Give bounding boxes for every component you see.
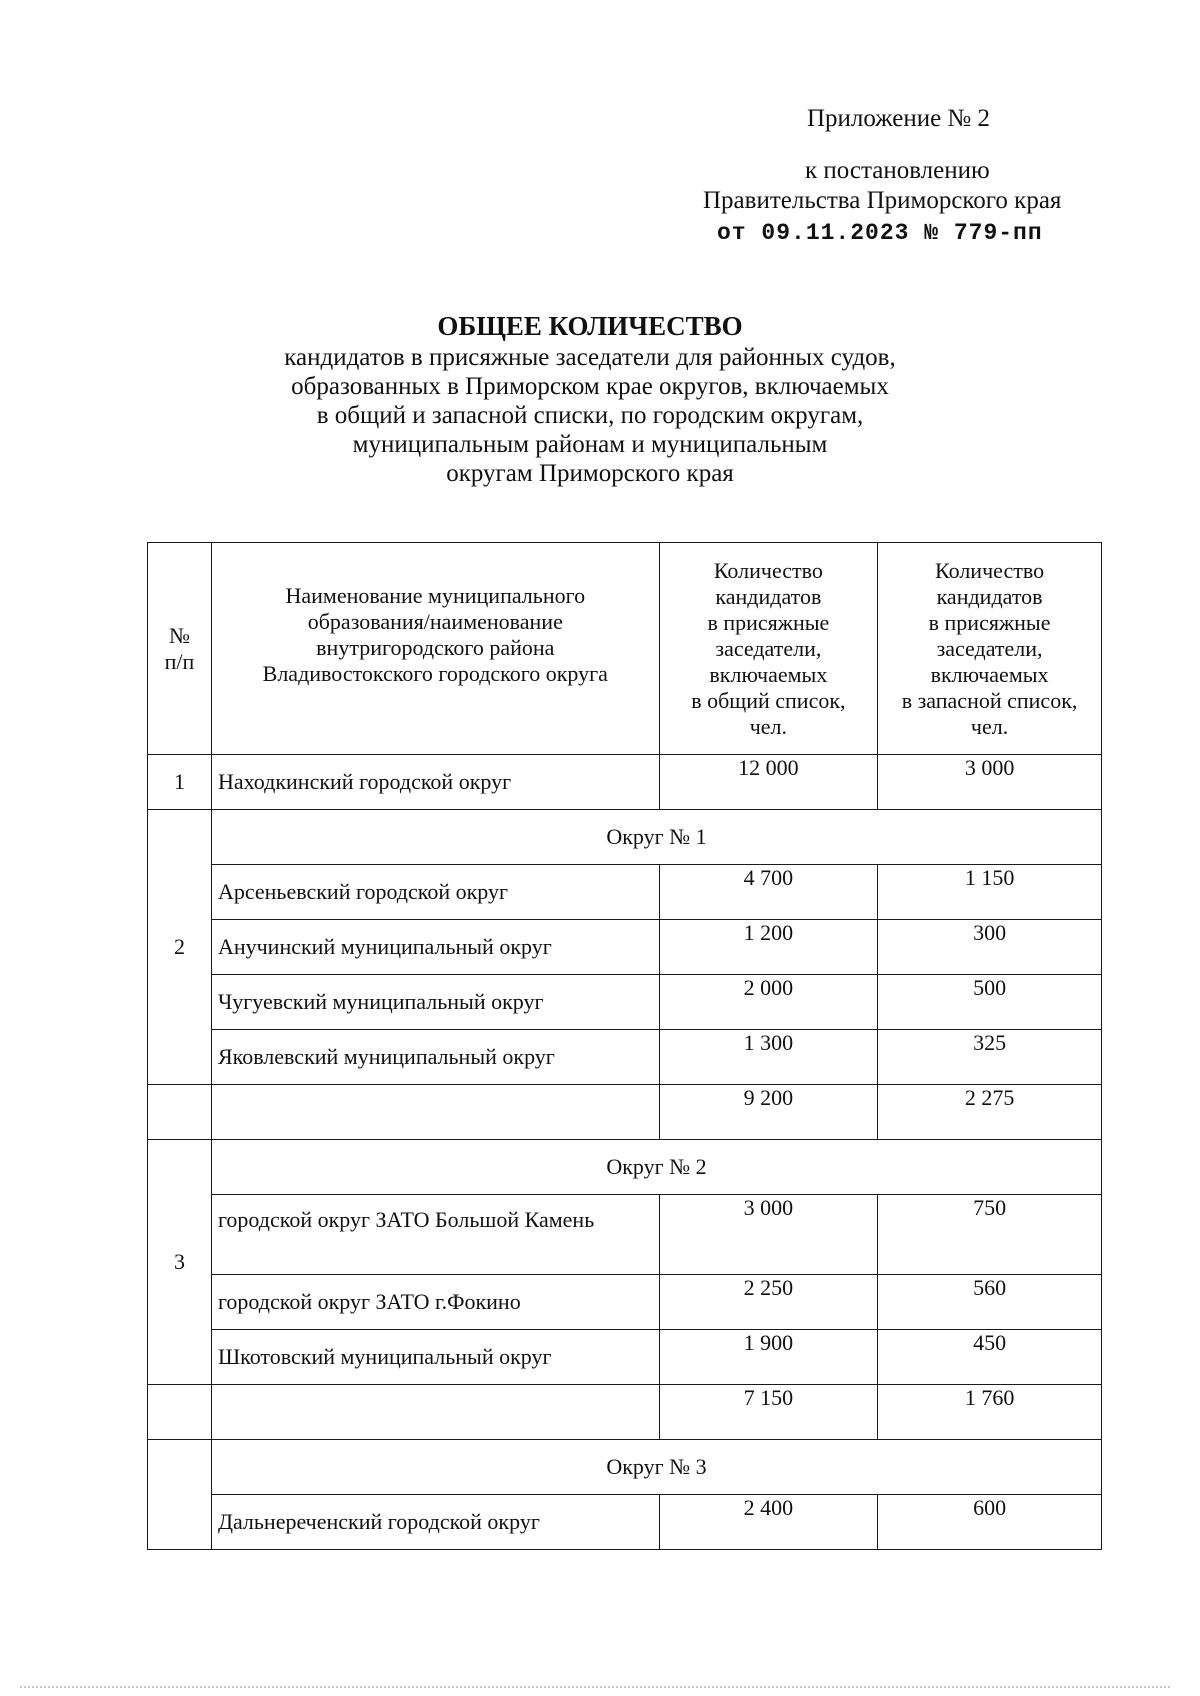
table-row <box>148 1195 1102 1275</box>
header-reserve-line: в присяжные <box>928 609 1051 635</box>
total-empty-cell <box>211 1085 659 1140</box>
title-line-5: округам Приморского края <box>446 460 734 487</box>
row-name: Яковлевский муниципальный округ <box>211 1030 659 1085</box>
header-name-line: внутригородского района <box>316 635 555 660</box>
header-num <box>148 543 212 755</box>
row-reserve: 325 <box>878 1030 1102 1085</box>
row-reserve: 1 150 <box>878 865 1102 920</box>
header-reserve-line: в запасной список, <box>901 687 1078 713</box>
table-row <box>148 1495 1102 1550</box>
row-reserve: 500 <box>878 975 1102 1030</box>
row-general: 1 200 <box>659 920 878 975</box>
row-general: 1 900 <box>659 1330 878 1385</box>
header-reserve-line: кандидатов <box>936 583 1043 609</box>
document-title <box>150 312 1030 488</box>
table-row <box>148 1030 1102 1085</box>
table-row <box>148 1275 1102 1330</box>
header-general-line: в общий список, <box>691 687 846 713</box>
header-general <box>659 543 878 755</box>
row-general: 12 000 <box>659 755 878 810</box>
district-row <box>148 1440 1102 1495</box>
header-reserve <box>878 543 1102 755</box>
row-name: Дальнереченский городской округ <box>211 1495 659 1550</box>
appendix-government: Правительства Приморского края <box>703 187 1062 214</box>
row-reserve: 3 000 <box>878 755 1102 810</box>
total-empty-cell <box>148 1385 212 1440</box>
row-reserve: 300 <box>878 920 1102 975</box>
header-num-line: № <box>168 622 190 648</box>
header-name-line: образования/наименование <box>307 609 563 634</box>
row-number: 3 <box>148 1140 212 1385</box>
row-reserve: 450 <box>878 1330 1102 1385</box>
district-row <box>148 1140 1102 1195</box>
header-name-line: Наименование муниципального <box>285 583 586 608</box>
table-row <box>148 865 1102 920</box>
total-empty-cell <box>211 1385 659 1440</box>
row-general: 2 400 <box>659 1495 878 1550</box>
row-general: 3 000 <box>659 1195 878 1275</box>
table-row <box>148 975 1102 1030</box>
row-name: Чугуевский муниципальный округ <box>211 975 659 1030</box>
row-number: 2 <box>148 810 212 1085</box>
total-reserve: 1 760 <box>878 1385 1102 1440</box>
row-name: Находкинский городской округ <box>211 755 659 810</box>
table-row <box>148 920 1102 975</box>
total-general: 7 150 <box>659 1385 878 1440</box>
scan-edge-divider <box>20 1686 1170 1690</box>
table-row <box>148 755 1102 810</box>
appendix-date: от 09.11.2023 № 779-пп <box>717 220 1043 246</box>
row-number: 1 <box>148 755 212 810</box>
total-row <box>148 1085 1102 1140</box>
row-name: городской округ ЗАТО г.Фокино <box>211 1275 659 1330</box>
header-general-line: включаемых <box>709 661 828 687</box>
header-reserve-line: включаемых <box>930 661 1049 687</box>
row-general: 2 000 <box>659 975 878 1030</box>
header-num-line: п/п <box>164 648 195 674</box>
district-label: Округ № 2 <box>211 1140 1101 1195</box>
title-line-3: в общий и запасной списки, по городским округам, <box>316 402 864 429</box>
header-general-line: в присяжные <box>707 609 830 635</box>
header-reserve-line: чел. <box>970 713 1009 739</box>
row-general: 2 250 <box>659 1275 878 1330</box>
title-main: ОБЩЕЕ КОЛИЧЕСТВО <box>437 311 743 341</box>
title-line-2: образованных в Приморском крае округов, включаемых <box>291 373 889 400</box>
candidates-table <box>147 542 1102 1550</box>
row-general: 4 700 <box>659 865 878 920</box>
row-name: городской округ ЗАТО Большой Камень <box>211 1195 659 1275</box>
table-header-row <box>148 543 1102 755</box>
row-name: Анучинский муниципальный округ <box>211 920 659 975</box>
appendix-to-line: к постановлению <box>805 157 990 184</box>
appendix-block <box>700 104 1120 248</box>
title-line-4: муниципальным районам и муниципальным <box>352 431 828 458</box>
total-reserve: 2 275 <box>878 1085 1102 1140</box>
header-general-line: чел. <box>749 713 788 739</box>
district-label: Округ № 3 <box>211 1440 1101 1495</box>
district-label: Округ № 1 <box>211 810 1101 865</box>
district-row <box>148 810 1102 865</box>
header-name <box>211 543 659 755</box>
row-name: Арсеньевский городской округ <box>211 865 659 920</box>
header-reserve-line: заседатели, <box>936 635 1043 661</box>
appendix-number: Приложение № 2 <box>807 105 991 132</box>
title-line-1: кандидатов в присяжные заседатели для районных судов, <box>284 344 896 371</box>
total-general: 9 200 <box>659 1085 878 1140</box>
header-name-line: Владивостокского городского округа <box>262 661 608 686</box>
row-number-empty <box>148 1440 212 1550</box>
row-reserve: 560 <box>878 1275 1102 1330</box>
row-name: Шкотовский муниципальный округ <box>211 1330 659 1385</box>
total-row <box>148 1385 1102 1440</box>
header-reserve-line: Количество <box>935 557 1045 583</box>
header-general-line: Количество <box>713 557 823 583</box>
row-reserve: 600 <box>878 1495 1102 1550</box>
row-general: 1 300 <box>659 1030 878 1085</box>
header-general-line: заседатели, <box>715 635 822 661</box>
row-reserve: 750 <box>878 1195 1102 1275</box>
table-row <box>148 1330 1102 1385</box>
header-general-line: кандидатов <box>715 583 822 609</box>
total-empty-cell <box>148 1085 212 1140</box>
